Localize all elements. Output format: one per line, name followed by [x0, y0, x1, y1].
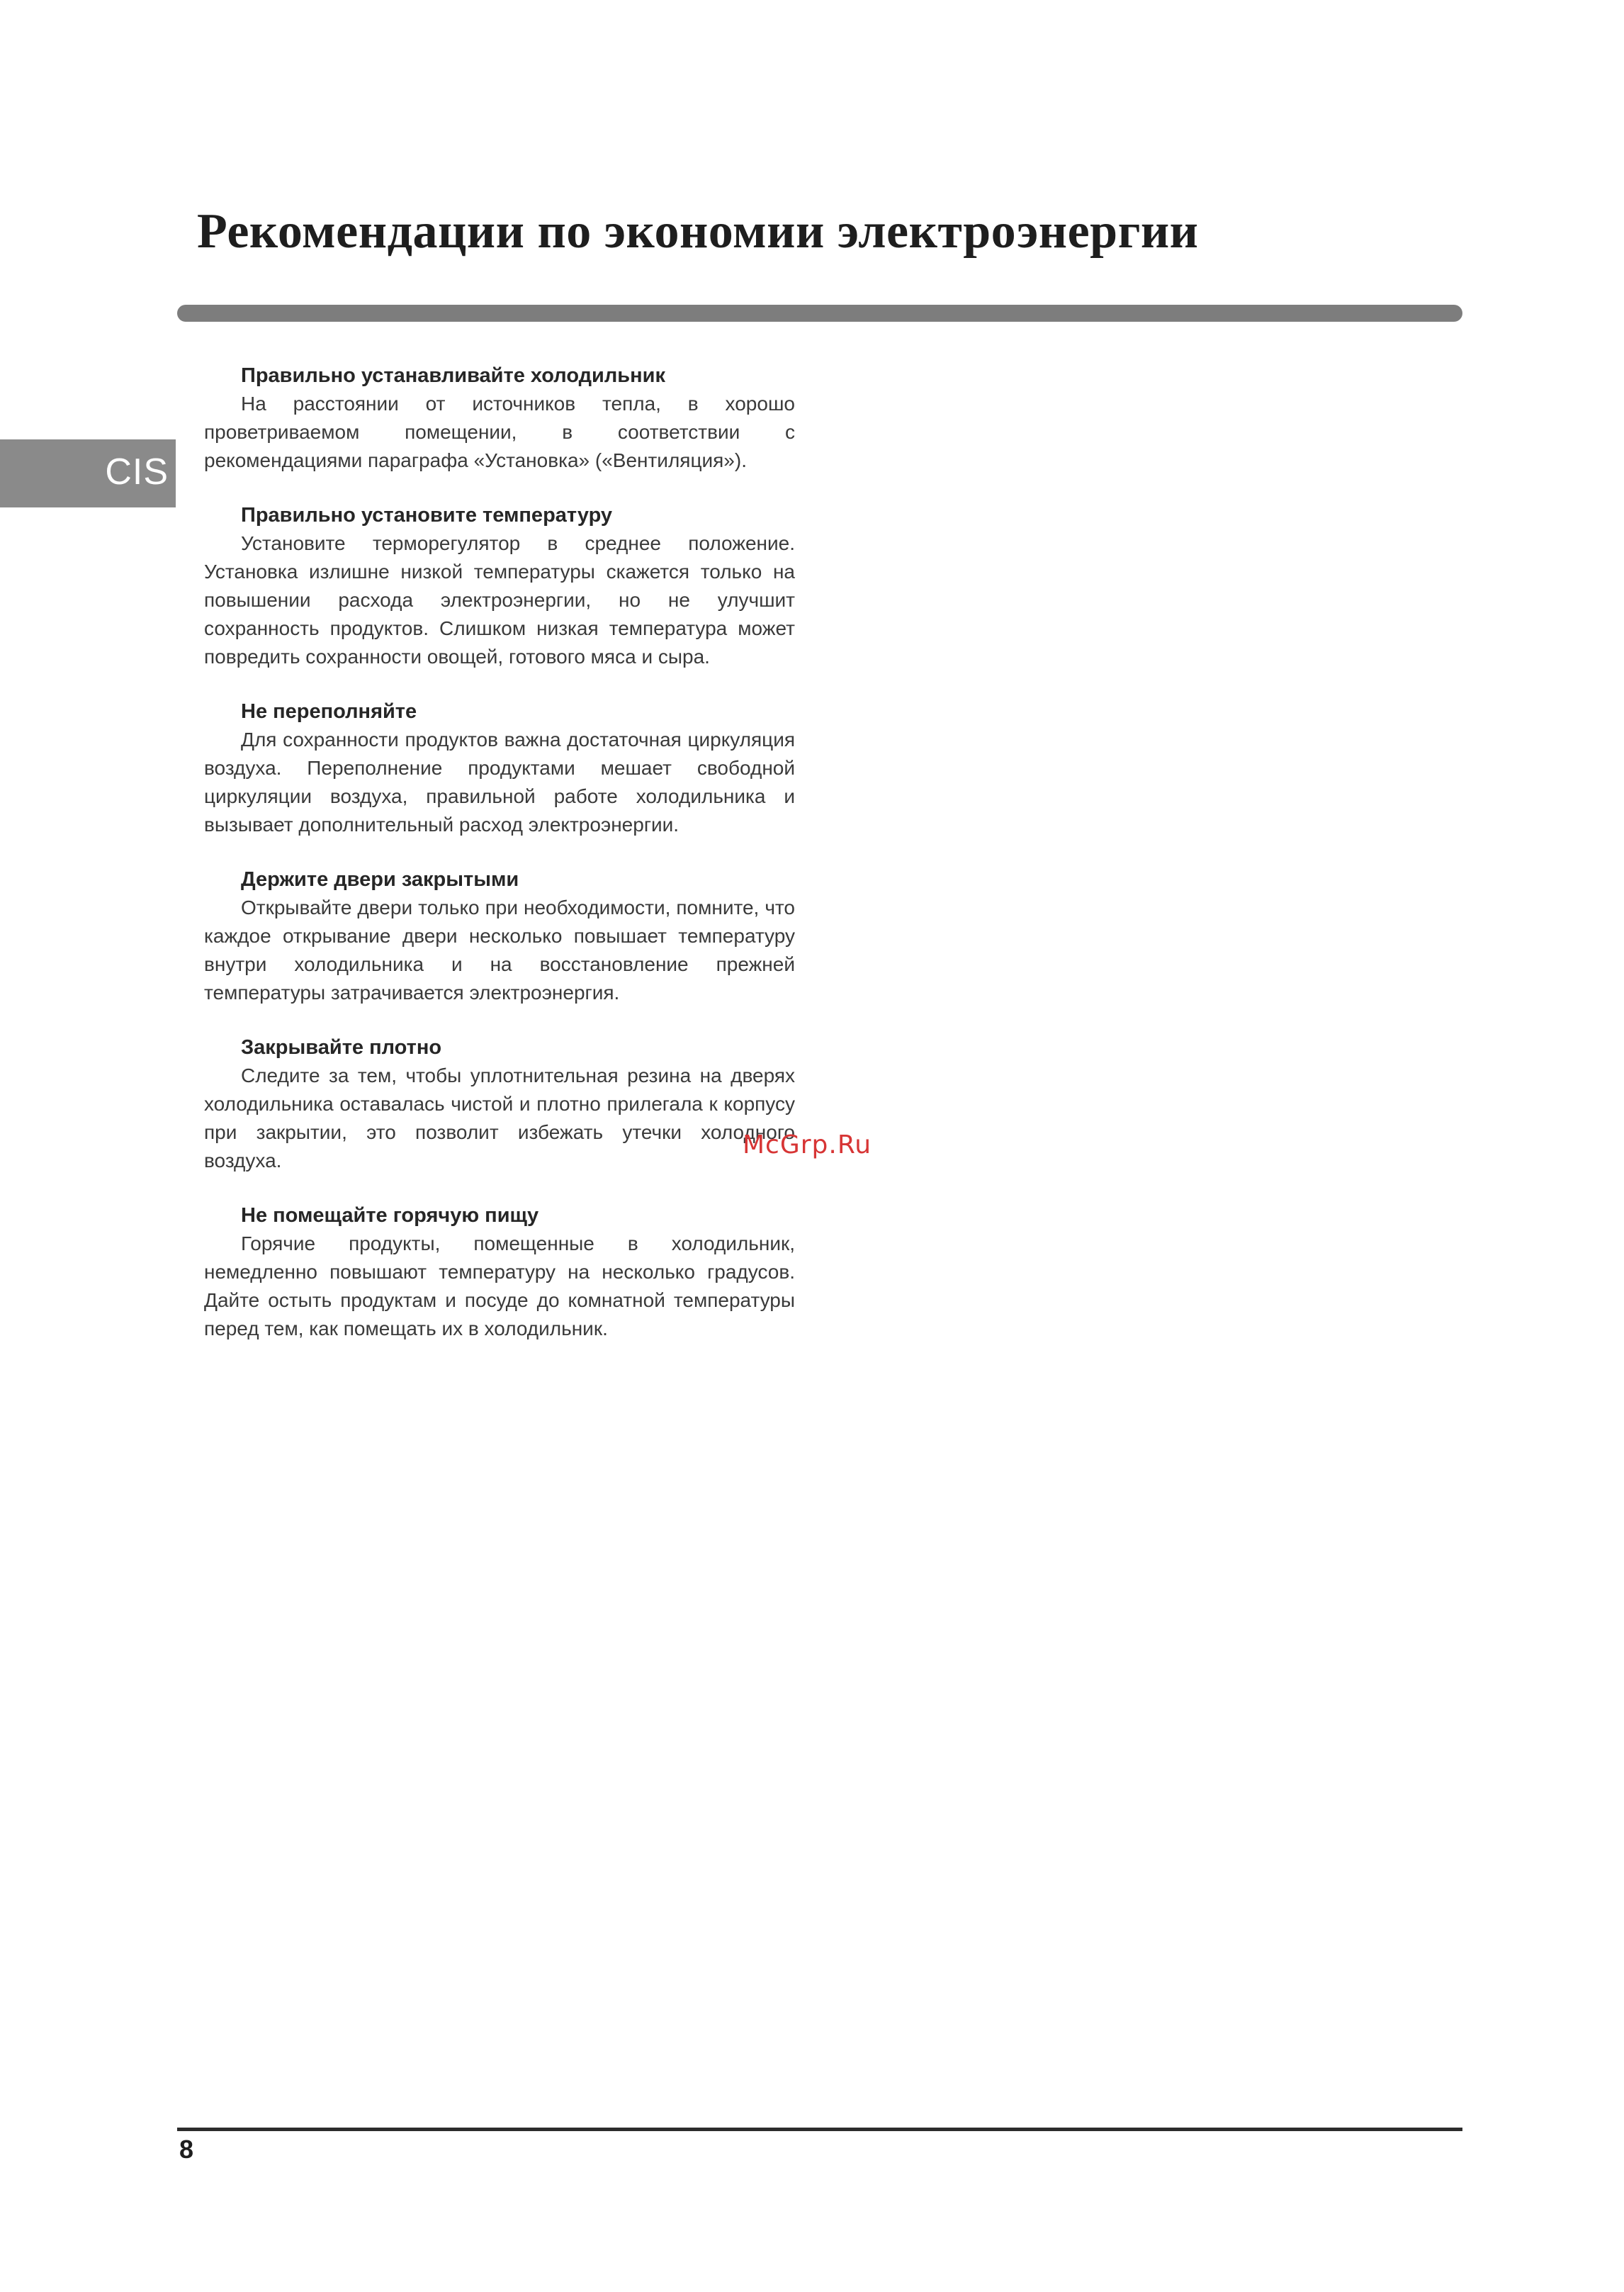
section-heading: Держите двери закрытыми	[241, 868, 519, 891]
section-heading: Правильно устанавливайте холодильник	[241, 364, 665, 387]
section-close-tightly	[204, 1033, 795, 1175]
section-heading: Не переполняйте	[241, 700, 417, 723]
section-text: На расстоянии от источников тепла, в хорошо проветриваемом помещении, в соответствии с рекомендациями параграфа «Установка» («Вентиляция»).	[204, 393, 795, 471]
section-text: Следите за тем, чтобы уплотнительная резина на дверях холодильника оставалась чистой и плотно прилегала к корпусу при закрытии, это позволит избежать утечки холодного воздуха.	[204, 1064, 795, 1172]
section-text: Горячие продукты, помещенные в холодильник, немедленно повышают температуру на несколько градусов. Дайте остыть продуктам и посуде до комнатной температуры перед тем, как помещать их в холодильник.	[204, 1232, 795, 1339]
section-text: Установите терморегулятор в среднее положение. Установка излишне низкой температуры скажется только на повышении расхода электроэнергии, но не улучшит сохранность продуктов. Слишком низкая температура может повредить сохранности овощей, готового мяса и сыра.	[204, 532, 795, 668]
section-heading: Не помещайте горячую пищу	[241, 1204, 539, 1227]
section-install	[204, 361, 795, 475]
title-divider	[177, 305, 1462, 322]
section-overfill	[204, 697, 795, 839]
footer-divider	[177, 2128, 1462, 2131]
section-heading: Закрывайте плотно	[241, 1036, 442, 1059]
section-heading: Правильно установите температуру	[241, 504, 613, 527]
section-doors-closed	[204, 865, 795, 1007]
section-text: Для сохранности продуктов важна достаточная циркуляция воздуха. Переполнение продуктами мешает свободной циркуляции воздуха, правильной работе холодильника и вызывает дополнительный расход электроэнергии.	[204, 729, 795, 836]
content-column	[204, 361, 795, 1369]
page-number: 8	[179, 2135, 194, 2164]
section-temperature	[204, 501, 795, 671]
section-text: Открывайте двери только при необходимости, помните, что каждое открывание двери несколько повышает температуру внутри холодильника и на восстановление прежней температуры затрачивается электроэнергия.	[204, 897, 795, 1004]
watermark: McGrp.Ru	[743, 1130, 872, 1159]
page-title: Рекомендации по экономии электроэнергии	[197, 203, 1199, 259]
region-tab	[0, 439, 176, 507]
region-tab-label: CIS	[105, 451, 169, 493]
section-hot-food	[204, 1201, 795, 1343]
